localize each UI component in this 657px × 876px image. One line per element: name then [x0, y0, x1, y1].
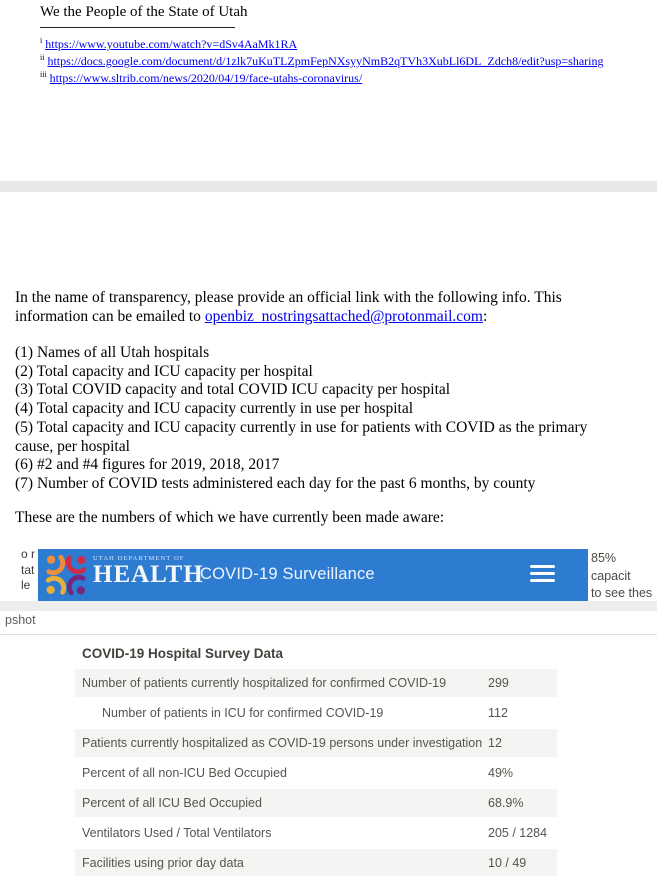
footnote-separator: [40, 27, 235, 28]
cropped-text-line: o r: [21, 547, 36, 561]
table-row-label: Number of patients currently hospitalized for confirmed COVID-19: [82, 676, 447, 690]
cropped-text-line: tat: [21, 562, 35, 577]
table-row: [75, 789, 557, 817]
agency-name-large: HEALTH: [93, 561, 204, 588]
request-item: (1) Names of all Utah hospitals: [15, 344, 210, 361]
request-list: [15, 344, 627, 494]
cropped-text-left: [21, 547, 35, 594]
table-row: [75, 729, 557, 757]
table-row: [75, 759, 557, 787]
paragraph-line-2: [15, 307, 623, 326]
table-row: [75, 819, 557, 847]
cropped-text-line: to see thes: [591, 586, 653, 600]
paragraph-line-2-suffix: :: [482, 308, 488, 325]
table-row-label: Patients currently hospitalized as COVID-19 persons under investigation: [82, 736, 483, 750]
document-title: We the People of the State of Utah: [40, 4, 248, 20]
footnotes: [40, 34, 603, 85]
footnote-link[interactable]: https://www.youtube.com/watch?v=dSv4AaMk1RA: [45, 37, 298, 51]
request-item: (3) Total COVID capacity and total COVID ICU capacity per hospital: [15, 381, 451, 399]
dashboard-title: COVID-19 Surveillance: [200, 565, 375, 583]
table-row-label: Percent of all ICU Bed Occupied: [82, 796, 262, 810]
embedded-dashboard-screenshot: [0, 540, 657, 876]
transparency-paragraph: [15, 288, 623, 326]
agency-brand: [93, 555, 204, 588]
table-row-label: Percent of all non-ICU Bed Occupied: [82, 766, 287, 780]
table-row-value: 12: [488, 736, 502, 750]
table-row-value: 10 / 49: [488, 856, 527, 870]
hamburger-bar: [530, 572, 555, 575]
email-link[interactable]: openbiz_nostringsattached@protonmail.com: [204, 308, 483, 325]
dashboard-header-bar: [38, 549, 588, 601]
cropped-text-line: 85% capacit: [591, 551, 631, 583]
footnote-link[interactable]: https://docs.google.com/document/d/1zlk7uKuTLZpmFepNXsyyNmB2qTVh3XubLl6DL_Zdch8/edit?usp=sharing: [47, 54, 604, 68]
footnote-marker: iii: [40, 70, 47, 79]
footnote-link[interactable]: https://www.sltrib.com/news/2020/04/19/face-utahs-coronavirus/: [49, 71, 363, 85]
sub-header-strip: [0, 601, 657, 611]
paragraph-line-1: In the name of transparency, please provide an official link with the following info. This: [15, 289, 562, 306]
request-item: (4) Total capacity and ICU capacity currently in use per hospital: [15, 400, 414, 418]
table-row: [75, 699, 557, 727]
footnote-marker: i: [40, 36, 43, 45]
cropped-text-right: [591, 550, 657, 603]
footnote-row: [40, 51, 603, 68]
table-row-value: 299: [488, 676, 509, 690]
table-row-label: Facilities using prior day data: [82, 856, 244, 870]
table-row-value: 112: [488, 706, 508, 720]
closing-line: These are the numbers of which we have currently been made aware:: [15, 509, 445, 526]
hamburger-bar: [530, 565, 555, 568]
survey-table: [75, 669, 557, 876]
page-break-band: [0, 181, 657, 192]
paragraph-line-2-prefix: information can be emailed to: [15, 308, 205, 325]
table-row-value: 68.9%: [488, 796, 524, 810]
table-row-value: 205 / 1284: [488, 826, 548, 840]
table-row-label: Ventilators Used / Total Ventilators: [82, 826, 272, 840]
table-row-label: Number of patients in ICU for confirmed COVID-19: [102, 706, 384, 720]
footnote-row: [40, 34, 603, 51]
footnote-row: [40, 68, 603, 85]
agency-name-small: UTAH DEPARTMENT OF: [93, 555, 185, 562]
cropped-text-line: le: [21, 578, 31, 592]
survey-table-title: COVID-19 Hospital Survey Data: [82, 646, 284, 661]
cropped-label-pshot: pshot: [5, 613, 36, 627]
utah-health-logo-icon: [43, 552, 89, 598]
request-item: (2) Total capacity and ICU capacity per hospital: [15, 362, 313, 380]
table-row: [75, 849, 557, 876]
hamburger-bar: [530, 579, 555, 582]
request-item: (7) Number of COVID tests administered each day for the past 6 months, by county: [15, 474, 536, 492]
hamburger-menu-icon[interactable]: [530, 565, 555, 584]
request-item: (6) #2 and #4 figures for 2019, 2018, 2017: [15, 456, 280, 474]
divider-line: [0, 634, 657, 635]
table-row-value: 49%: [488, 766, 514, 780]
table-row: [75, 669, 557, 697]
request-item: (5) Total capacity and ICU capacity currently in use for patients with COVID as the primary cause, per hospital: [15, 418, 588, 455]
footnote-marker: ii: [40, 53, 45, 62]
